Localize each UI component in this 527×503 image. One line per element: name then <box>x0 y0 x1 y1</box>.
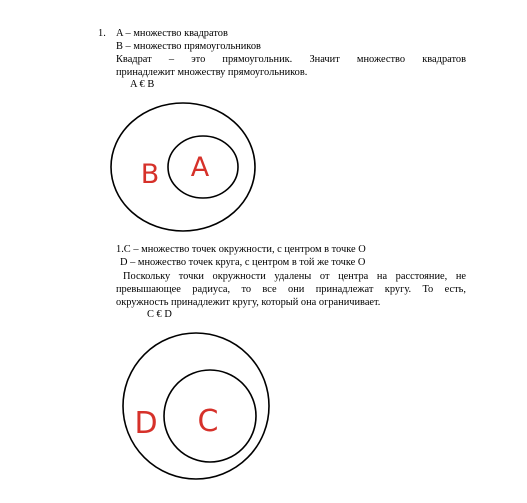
set-b-label: B <box>140 159 160 190</box>
set-d-definition: D – множество точек круга, с центром в той же точке О <box>120 257 366 268</box>
paragraph-1-line-1: Квадрат – это прямоугольник. Значит множество квадратов <box>116 54 466 65</box>
relation-c-in-d: C € D <box>147 309 172 320</box>
paragraph-2-line-2: превышающее радиуса, то все они принадлежат кругу. То есть, <box>116 284 466 295</box>
set-a-label: A <box>190 152 210 183</box>
set-d-outer-circle <box>123 333 269 479</box>
set-c-inner-circle <box>164 370 256 462</box>
paragraph-2-line-1: Поскольку точки окружности удалены от центра на расстояние, не <box>123 271 466 282</box>
set-b-outer-circle <box>111 103 255 231</box>
set-d-label: D <box>134 406 158 441</box>
set-c-label: C <box>197 404 219 439</box>
paragraph-2-line-3: окружность принадлежит кругу, который она ограничивает. <box>116 297 381 308</box>
set-a-inner-circle <box>168 136 238 198</box>
diagram-c-in-d <box>123 333 269 479</box>
set-c-definition: 1.C – множество точек окружности, с центром в точке О <box>116 244 366 255</box>
relation-a-in-b: A € B <box>130 79 155 90</box>
diagram-a-in-b <box>111 103 255 231</box>
paragraph-1-line-2: принадлежит множеству прямоугольников. <box>116 67 308 78</box>
list-number: 1. <box>98 28 106 39</box>
set-a-definition: A – множество квадратов <box>116 28 228 39</box>
set-b-definition: B – множество прямоугольников <box>116 41 261 52</box>
